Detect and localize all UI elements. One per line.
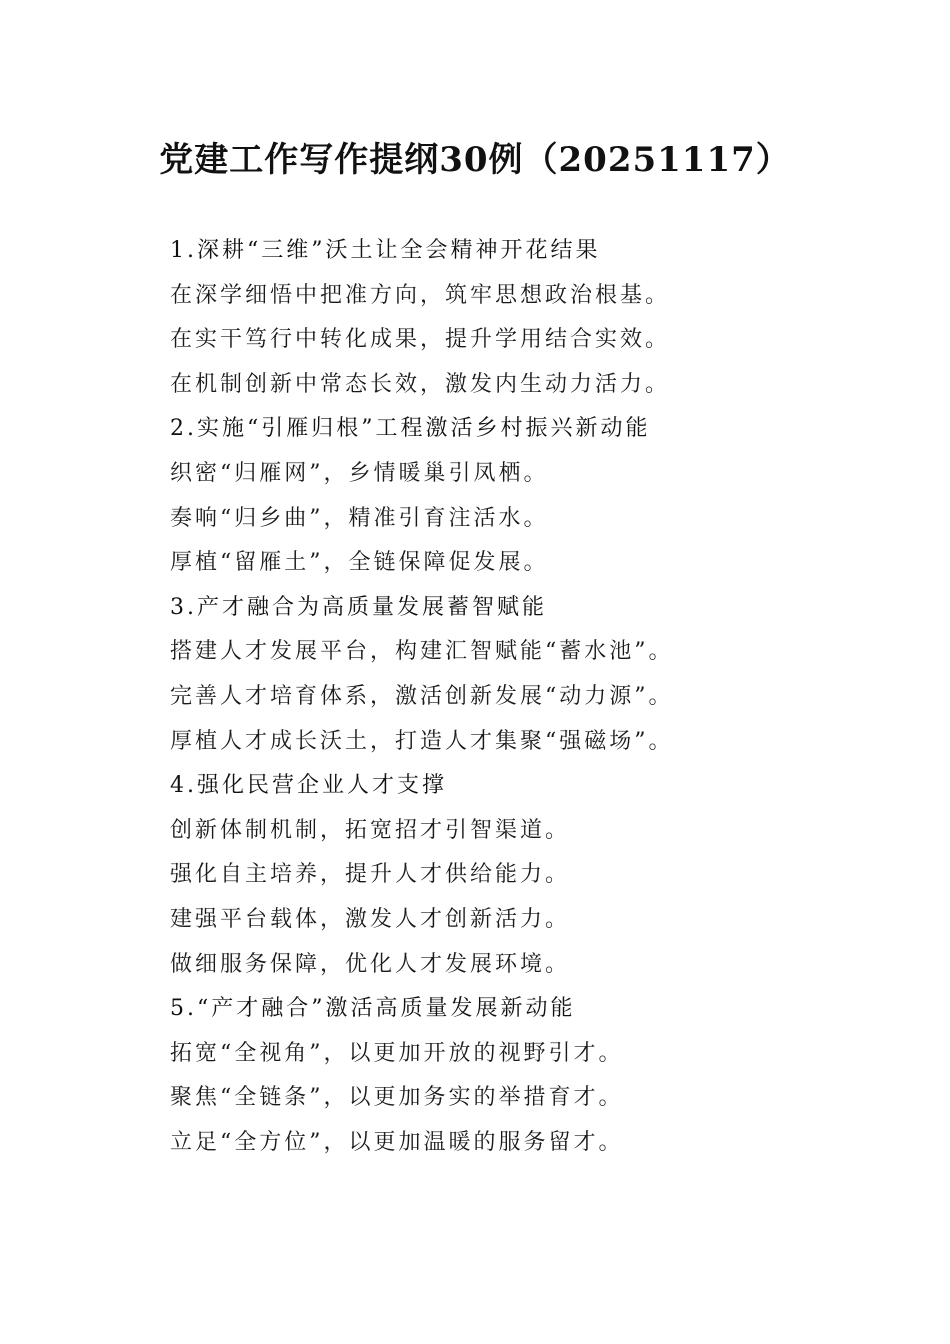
section-point: 奏响“归乡曲”，精准引育注活水。	[170, 505, 549, 531]
section-heading: 5.“产才融合”激活高质量发展新动能	[170, 996, 576, 1022]
section-point: 搭建人才发展平台，构建汇智赋能“蓄水池”。	[170, 639, 674, 665]
section-point: 立足“全方位”，以更加温暖的服务留才。	[170, 1129, 624, 1155]
section-point: 强化自主培养，提升人才供给能力。	[170, 862, 571, 888]
section-point: 厚植人才成长沃土，打造人才集聚“强磁场”。	[170, 728, 674, 754]
section-point: 在机制创新中常态长效，激发内生动力活力。	[170, 371, 671, 397]
section-heading: 3.产才融合为高质量发展蓄智赋能	[170, 594, 547, 620]
section-heading: 4.强化民营企业人才支撑	[170, 773, 447, 799]
section-point: 厚植“留雁土”，全链保障促发展。	[170, 550, 549, 576]
section-point: 创新体制机制，拓宽招才引智渠道。	[170, 817, 571, 843]
section-heading: 2.实施“引雁归根”工程激活乡村振兴新动能	[170, 416, 651, 442]
section-point: 完善人才培育体系，激活创新发展“动力源”。	[170, 683, 674, 709]
section-point: 聚焦“全链条”，以更加务实的举措育才。	[170, 1085, 624, 1111]
section-point: 织密“归雁网”，乡情暖巢引凤栖。	[170, 460, 549, 486]
section-point: 拓宽“全视角”，以更加开放的视野引才。	[170, 1040, 624, 1066]
section-point: 建强平台载体，激发人才创新活力。	[170, 906, 571, 932]
section-point: 在深学细悟中把准方向，筑牢思想政治根基。	[170, 282, 671, 308]
section-heading: 1.深耕“三维”沃土让全会精神开花结果	[170, 238, 601, 263]
section-point: 做细服务保障，优化人才发展环境。	[170, 951, 571, 977]
document-body	[170, 229, 890, 1165]
document-title: 党建工作写作提纲30例（20251117）	[159, 140, 791, 180]
section-point: 在实干笃行中转化成果，提升学用结合实效。	[170, 327, 671, 353]
